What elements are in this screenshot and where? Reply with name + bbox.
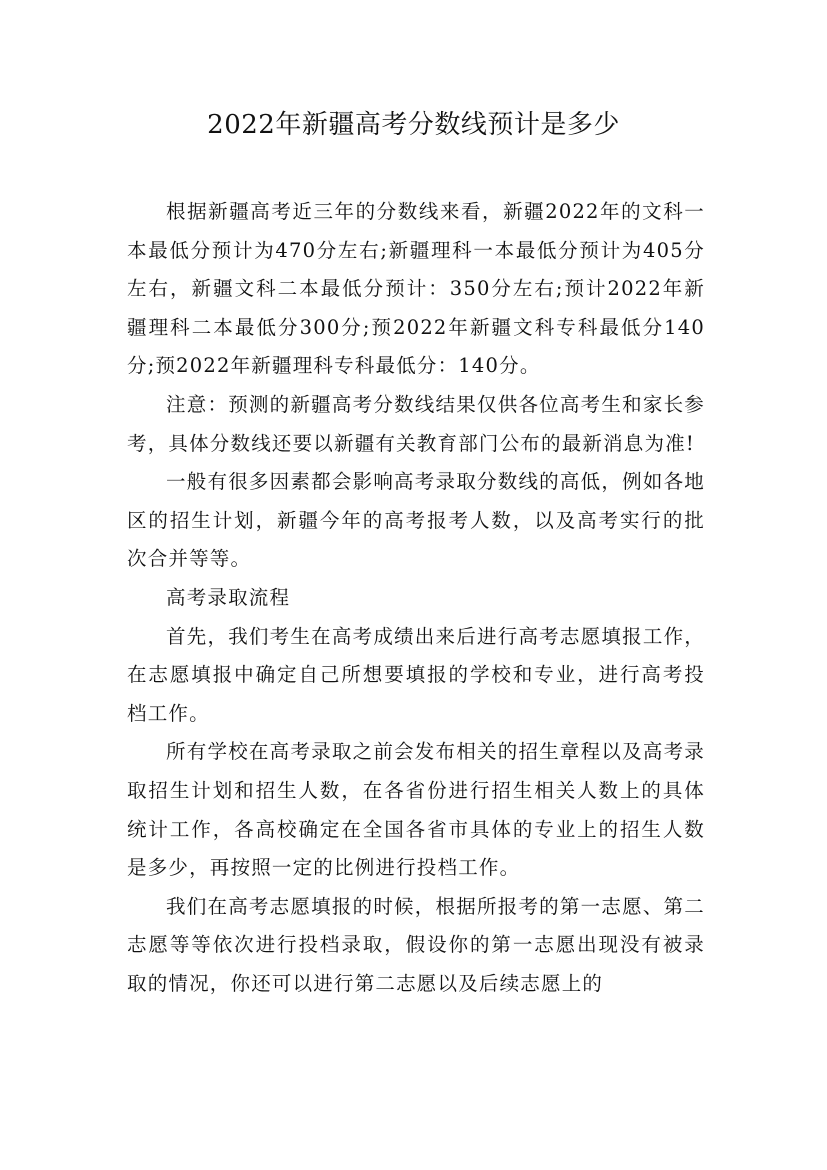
section-heading-admission-process: 高考录取流程 xyxy=(166,585,291,609)
paragraph-influencing-factors: 一般有很多因素都会影响高考录取分数线的高低，例如各地区的招生计划，新疆今年的高考报考人数，以及高考实行的批次合并等等。 xyxy=(127,470,705,571)
paragraph-application-step: 首先，我们考生在高考成绩出来后进行高考志愿填报工作，在志愿填报中确定自己所想要填报的学校和专业，进行高考投档工作。 xyxy=(127,624,705,725)
document-title: 2022年新疆高考分数线预计是多少 xyxy=(207,110,620,140)
paragraph-notice: 注意：预测的新疆高考分数线结果仅供各位高考生和家长参考，具体分数线还要以新疆有关教育部门公布的最新消息为准! xyxy=(127,392,705,455)
paragraph-score-forecast: 根据新疆高考近三年的分数线来看，新疆2022年的文科一本最低分预计为470分左右;新疆理科一本最低分预计为405分左右，新疆文科二本最低分预计：350分左右;预计2022年新疆理科二本最低分300分;预2022年新疆文科专科最低分140分;预2022年新疆理科专科最低分：140分。 xyxy=(127,200,705,378)
paragraph-enrollment-plan: 所有学校在高考录取之前会发布相关的招生章程以及高考录取招生计划和招生人数，在各省份进行招生相关人数上的具体统计工作，各高校确定在全国各省市具体的专业上的招生人数是多少，再按照一定的比例进行投档工作。 xyxy=(127,740,705,880)
paragraph-choice-order: 我们在高考志愿填报的时候，根据所报考的第一志愿、第二志愿等等依次进行投档录取，假设你的第一志愿出现没有被录取的情况，你还可以进行第二志愿以及后续志愿上的 xyxy=(127,894,705,995)
document-body xyxy=(127,193,705,1003)
